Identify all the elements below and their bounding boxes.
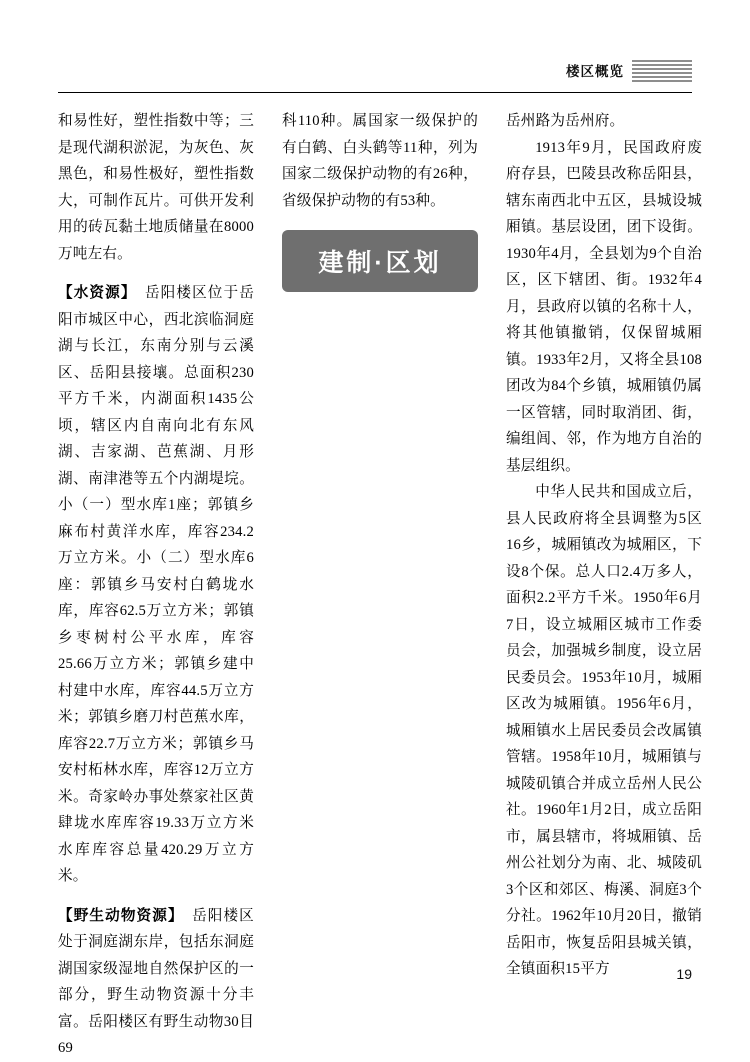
column-right [506,108,702,977]
section-banner-label: 建制·区划 [318,249,442,277]
paragraph-soil-continued: 和易性好，塑性指数中等；三是现代湖积淤泥，为灰色、灰黑色，和易性极好，塑性指数大，可制作瓦片。可供开发利用的砖瓦黏土地质储量在8000万吨左右。 [58,113,254,262]
paragraph-prc-era: 中华人民共和国成立后，县人民政府将全县调整为5区16乡，城厢镇改为城厢区，下设8个保。总人口2.4万多人，面积2.2平方千米。1950年6月7日，设立城厢区城市工作委员会，加强城乡制度，设立居民委员会。1953年10月，城厢区改为城厢镇。1956年6月，城厢镇水上居民委员会改属镇管辖。1958年10月，城厢镇与城陵矶镇合并成立岳州人民公社。1960年1月2日，成立岳阳市，属县辖市，将城厢镇、岳州公社划分为南、北、城陵矶3个区和郊区、梅溪、洞庭3个分社。1962年10月20日，撤销岳阳市，恢复岳阳县城关镇，全镇面积15平方 [506,484,702,977]
section-banner [282,230,478,292]
page-number: 19 [676,966,692,982]
column-middle [282,108,478,954]
header-decoration-icon [632,58,692,82]
paragraph-history-continued: 岳州路为岳州府。 [506,113,625,129]
paragraph-water-resources: 【水资源】 岳阳楼区位于岳阳市城区中心，西北滨临洞庭湖与长江，东南分别与云溪区、岳阳县接壤。总面积230平方千米，内湖面积1435公顷，辖区内自南向北有东风湖、吉家湖、芭蕉湖、月形湖、南津港等五个内湖堤垸。小（一）型水库1座；郭镇乡麻布村黄洋水库，库容234.2万立方米。小（二）型水库6座：郭镇乡马安村白鹤垅水库，库容62.5万立方米；郭镇乡枣树村公平水库，库容25.66万立方米；郭镇乡建中村建中水库，库容44.5万立方米；郭镇乡磨刀村芭蕉水库，库容22.7万立方米；郭镇乡马安村柘林水库，库容12万立方米。奇家岭办事处蔡家社区黄肆垅水库库容19.33万立方米水库库容总量420.29万立方米。 [58,285,254,884]
page-header [566,58,692,82]
header-divider [58,92,692,93]
body-columns [58,108,702,1056]
paragraph-republic-era: 1913年9月，民国政府废府存县，巴陵县改称岳阳县，辖东南西北中五区，县城设城厢镇。基层设团，团下设街。1930年4月，全县划为9个自治区，区下辖团、街。1932年4月，县政府以镇的名称十人，将其他镇撤销，仅保留城厢镇。1933年2月，又将全县108团改为84个乡镇，城厢镇仍属一区管辖，同时取消团、街，编组闾、邻，作为地方自治的基层组织。 [506,139,702,474]
column-left [58,108,254,1056]
paragraph-wildlife-resources: 【野生动物资源】 岳阳楼区处于洞庭湖东岸，包括东洞庭湖国家级湿地自然保护区的一部分，野生动物资源十分丰富。岳阳楼区有野生动物30目69 [58,907,254,1056]
paragraph-wildlife-continued: 科110种。属国家一级保护的有白鹤、白头鹤等11种，列为国家二级保护动物的有26种，省级保护动物的有53种。 [282,113,478,209]
header-title: 楼区概览 [566,64,624,80]
